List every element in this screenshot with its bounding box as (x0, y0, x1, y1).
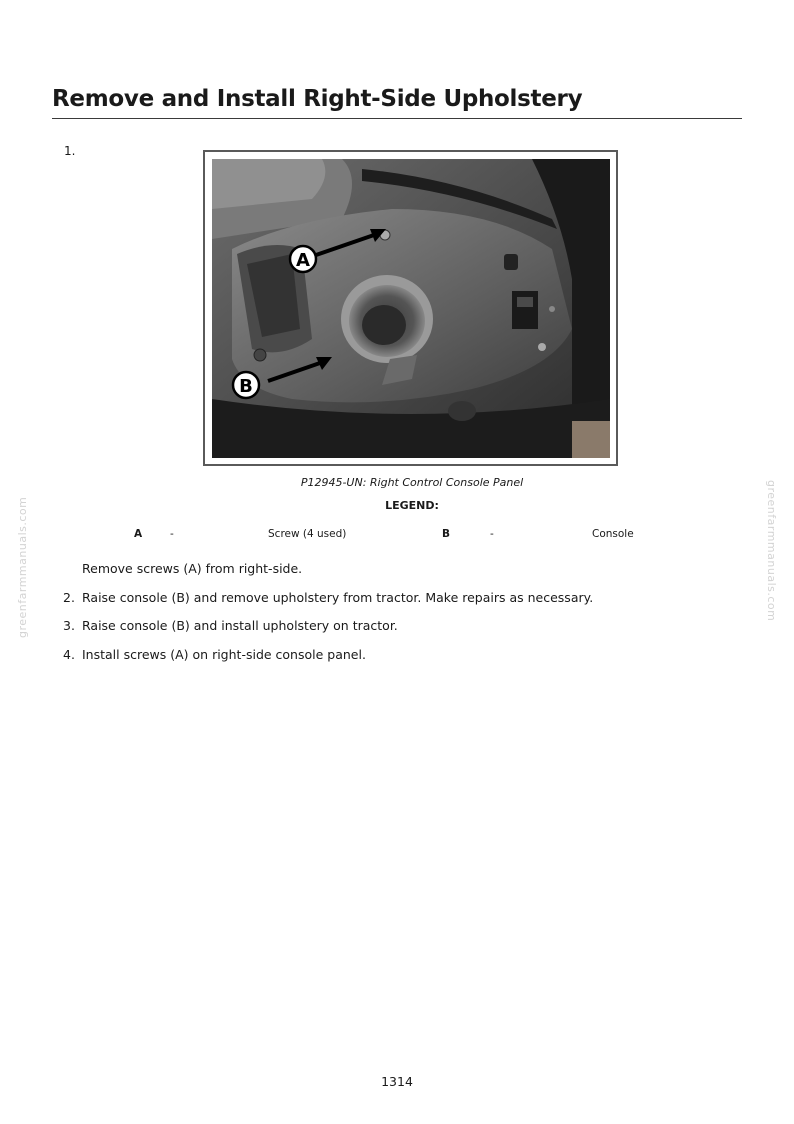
step-4-number: 4. (63, 647, 75, 662)
step-2-number: 2. (63, 590, 75, 605)
console-photo-figure (203, 150, 618, 466)
step-4-text: Install screws (A) on right-side console panel. (82, 647, 366, 662)
step-4 (63, 647, 366, 662)
page-title: Remove and Install Right-Side Upholstery (52, 86, 742, 119)
legend-key-b: B (442, 528, 451, 540)
legend-desc-b: Console (592, 528, 634, 540)
figure-caption: P12945-UN: Right Control Console Panel (300, 476, 524, 489)
legend-dash-b: - (490, 528, 494, 540)
callout-b (233, 372, 259, 398)
legend-dash-a: - (170, 528, 174, 540)
watermark-left: greenfarmmanuals.com (16, 496, 29, 638)
legend-desc-a: Screw (4 used) (268, 528, 347, 540)
step-3 (63, 618, 398, 633)
svg-text:A: A (296, 250, 310, 271)
callout-a (290, 246, 316, 272)
legend-key-a: A (134, 528, 143, 540)
step-1-text: Remove screws (A) from right-side. (82, 561, 303, 576)
legend-title: LEGEND: (385, 499, 439, 512)
page-number: 1314 (381, 1074, 413, 1089)
step-3-number: 3. (63, 618, 75, 633)
svg-text:B: B (239, 376, 253, 397)
step-3-text: Raise console (B) and install upholstery on tractor. (82, 618, 398, 633)
step-2-text: Raise console (B) and remove upholstery from tractor. Make repairs as necessary. (82, 590, 594, 605)
step-1-number: 1. (64, 144, 76, 158)
watermark-right: greenfarmmanuals.com (765, 480, 778, 622)
step-2 (63, 590, 594, 605)
console-photo (212, 159, 610, 458)
